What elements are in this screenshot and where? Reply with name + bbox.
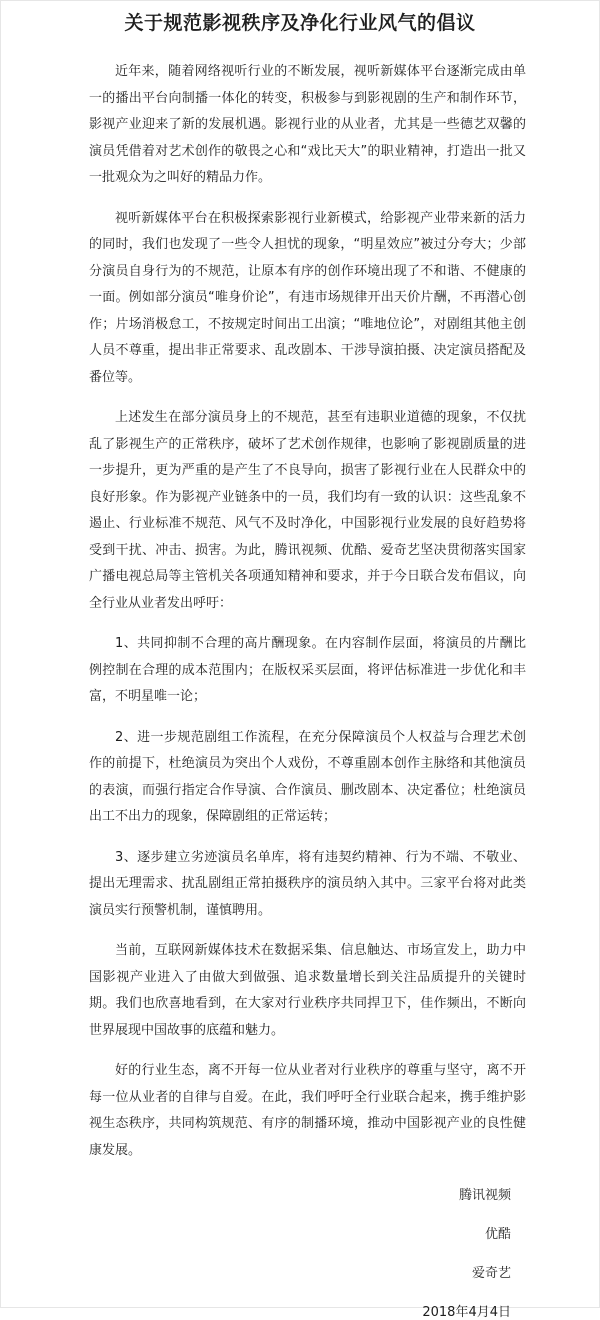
document-date: 2018年4月4日 xyxy=(422,1305,511,1320)
signature-block xyxy=(422,1189,511,1319)
paragraph-consequences: 上述发生在部分演员身上的不规范，甚至有违职业道德的现象，不仅扰乱了影视生产的正常秩序，破坏了艺术创作规律，也影响了影视剧质量的进一步提升，更为严重的是产生了不良导向，损害了影视行业在人民群众中的良好形象。作为影视产业链条中的一员，我们均有一致的认识：这些乱象不遏止、行业标准不规范、风气不及时净化，中国影视行业发展的良好趋势将受到干扰、冲击、损害。为此，腾讯视频、优酷、爱奇艺坚决贯彻落实国家广播电视总局等主管机关各项通知精神和要求，并于今日联合发布倡议，向全行业从业者发出呼吁： xyxy=(89,410,526,611)
paragraph-item-3: 3、逐步建立劣迹演员名单库，将有违契约精神、行为不端、不敬业、提出无理需求、扰乱剧组正常拍摄秩序的演员纳入其中。三家平台将对此类演员实行预警机制，谨慎聘用。 xyxy=(89,849,526,918)
document-title: 关于规范影视秩序及净化行业风气的倡议 xyxy=(124,12,476,34)
signatory-iqiyi: 爱奇艺 xyxy=(471,1266,511,1281)
signatory-youku: 优酷 xyxy=(484,1227,511,1242)
paragraph-closing: 好的行业生态，离不开每一位从业者对行业秩序的尊重与坚守，离不开每一位从业者的自律与自爱。在此，我们呼吁全行业联合起来，携手维护影视生态秩序，共同构筑规范、有序的制播环境，推动中国影视产业的良性健康发展。 xyxy=(89,1063,526,1158)
paragraph-item-2: 2、进一步规范剧组工作流程，在充分保障演员个人权益与合理艺术创作的前提下，杜绝演员为突出个人戏份，不尊重剧本创作主脉络和其他演员的表演，而强行指定合作导演、合作演员、删改剧本、决定番位；杜绝演员出工不出力的现象，保障剧组的正常运转； xyxy=(89,729,526,824)
paragraph-item-1: 1、共同抑制不合理的高片酬现象。在内容制作层面，将演员的片酬比例控制在合理的成本范围内；在版权采买层面，将评估标准进一步优化和丰富，不明星唯一论； xyxy=(89,636,526,704)
paragraph-concerns: 视听新媒体平台在积极探索影视行业新模式，给影视产业带来新的活力的同时，我们也发现了一些令人担忧的现象，“明星效应”被过分夸大；少部分演员自身行为的不规范，让原本有序的创作环境出现了不和谐、不健康的一面。例如部分演员“唯身价论”，有违市场规律开出天价片酬，不再潜心创作；片场消极怠工，不按规定时间出工出演；“唯地位论”，对剧组其他主创人员不尊重，提出非正常要求、乱改剧本、干涉导演拍摄、决定演员搭配及番位等。 xyxy=(89,210,526,385)
paragraph-outlook: 当前，互联网新媒体技术在数据采集、信息触达、市场宣发上，助力中国影视产业进入了由做大到做强、追求数量增长到关注品质提升的关键时期。我们也欣喜地看到，在大家对行业秩序共同捍卫下，佳作频出，不断向世界展现中国故事的底蕴和魅力。 xyxy=(89,943,526,1038)
paragraph-intro: 近年来，随着网络视听行业的不断发展，视听新媒体平台逐渐完成由单一的播出平台向制播一体化的转变，积极参与到影视剧的生产和制作环节，影视产业迎来了新的发展机遇。影视行业的从业者，尤其是一些德艺双馨的演员凭借着对艺术创作的敬畏之心和“戏比天大”的职业精神，打造出一批又一批观众为之叫好的精品力作。 xyxy=(89,64,526,185)
signatory-tencent-video: 腾讯视频 xyxy=(458,1188,511,1203)
document-body xyxy=(89,59,526,1164)
